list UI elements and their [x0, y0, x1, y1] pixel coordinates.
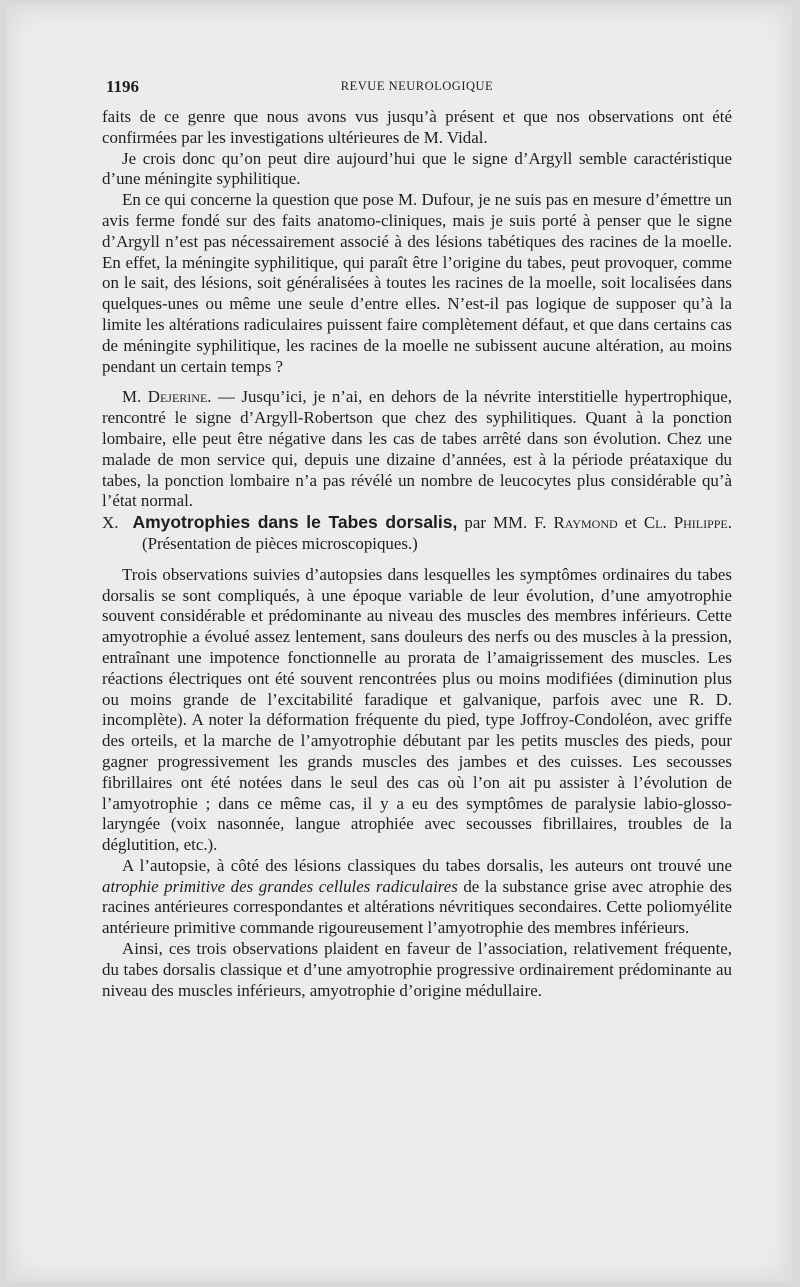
paragraph-observations: Trois observations suivies d’autopsies dans lesquelles les symptômes ordinaires du tabes dorsalis se sont compliqués, à une époque variable de leur évolution, d’une amyotrophie souvent considérable et prédominante au niveau des muscles des membres inférieurs. Cette amyotrophie a évolué assez lentement, sans douleurs des nerfs ou des muscles à la pression, entraînant une impotence fonctionnelle au prorata de l’amaigrissement des muscles. Les réactions électriques ont été souvent rencontrées plus ou moins modifiées (diminution plus ou moins grande de l’excitabilité faradique et galvanique, parfois avec une R. D. incomplète). A noter la déformation fréquente du pied, type Joffroy-Condoléon, avec griffe des orteils, et la marche de l’amyotrophie débutant par les petits muscles des pieds, pour gagner progressivement les grands muscles des jambes et des cuisses. Les secousses fibrillaires ont été notées dans le seul des cas où l’on ait pu assister à l’évolution de l’amyotrophie ; dans ce même cas, il y a eu des symptômes de paralysie labio-glosso-laryngée (voix nasonnée, langue atrophiée avec secousses fibrillaires, troubles de la déglutition, etc.). [102, 564, 732, 855]
section-note: . (Présentation de pièces microscopiques.) [142, 513, 732, 553]
author-philippe: Cl. Philippe [643, 513, 728, 533]
page-number: 1196 [106, 77, 140, 96]
speaker-name: M. Dejerine. [122, 387, 212, 407]
section-heading [102, 512, 732, 555]
author-raymond: Raymond [553, 513, 618, 533]
paragraph-dejerine [102, 387, 732, 512]
speaker-remark: — Jusqu’ici, je n’ai, en dehors de la névrite interstitielle hypertrophique, rencontré le signe d’Argyll-Robertson que chez des syphilitiques. Quant à la ponction lombaire, elle peut être négative dans les cas de tabes arrêté dans son évolution. Chez une malade de mon service qui, depuis une dizaine d’années, est à la période préataxique du tabes, la ponction lombaire n’a pas révélé un nombre de leucocytes plus considérable qu’à l’état normal. [102, 387, 732, 511]
section-and: et [617, 513, 644, 533]
paragraph-conclusion: Ainsi, ces trois observations plaident en faveur de l’association, relativement fréquente, du tabes dorsalis classique et d’une amyotrophie progressive ordinairement prédominante au niveau des muscles inférieurs, amyotrophie d’origine médullaire. [102, 939, 732, 1000]
paragraph-argyll-sign: Je crois donc qu’on peut dire aujourd’hui que le signe d’Argyll semble caractéristique d’une méningite syphilitique. [102, 148, 732, 189]
paragraph-autopsy: A l’autopsie, à côté des lésions classiques du tabes dorsalis, les auteurs ont trouvé une atrophie primitive des grandes cellules radiculaires de la substance grise avec atrophie des racines antérieures correspondantes et altérations névritiques secondaires. Cette poliomyélite antérieure primitive commande rigoureusement l’amyotrophie des membres inférieurs. [102, 855, 732, 938]
journal-title: REVUE NEUROLOGIQUE [340, 79, 494, 93]
emphasis-atrophy: atrophie primitive des grandes cellules radiculaires [102, 876, 458, 896]
article-body [102, 107, 732, 1001]
paragraph-continuation: faits de ce genre que nous avons vus jusqu’à présent et que nos observations ont été confirmées par les investigations ultérieures de M. Vidal. [102, 107, 732, 147]
scanned-page [6, 4, 792, 1282]
section-by: par MM. F. [457, 513, 554, 533]
section-title: Amyotrophies dans le Tabes dorsalis, [132, 512, 458, 533]
running-header [102, 77, 732, 97]
paragraph-dufour-question: En ce qui concerne la question que pose M. Dufour, je ne suis pas en mesure d’émettre un avis ferme fondé sur des faits anatomo-cliniques, mais je suis porté à penser que le signe d’Argyll n’est pas nécessairement associé à des lésions tabétiques des racines de la moelle. En effet, la méningite syphilitique, qui paraît être l’origine du tabes, peut provoquer, comme on le sait, des lésions, soit généralisées à toutes les racines de la moelle, soit localisées dans quelques-unes ou même une seule d’entre elles. N’est-il pas logique de supposer qu’à la limite les altérations radiculaires puissent faire complètement défaut, et que dans certains cas de méningite syphilitique, les racines de la moelle ne subissent aucune altération, au moins pendant un certain temps ? [102, 190, 732, 376]
section-number: X. [102, 513, 119, 533]
